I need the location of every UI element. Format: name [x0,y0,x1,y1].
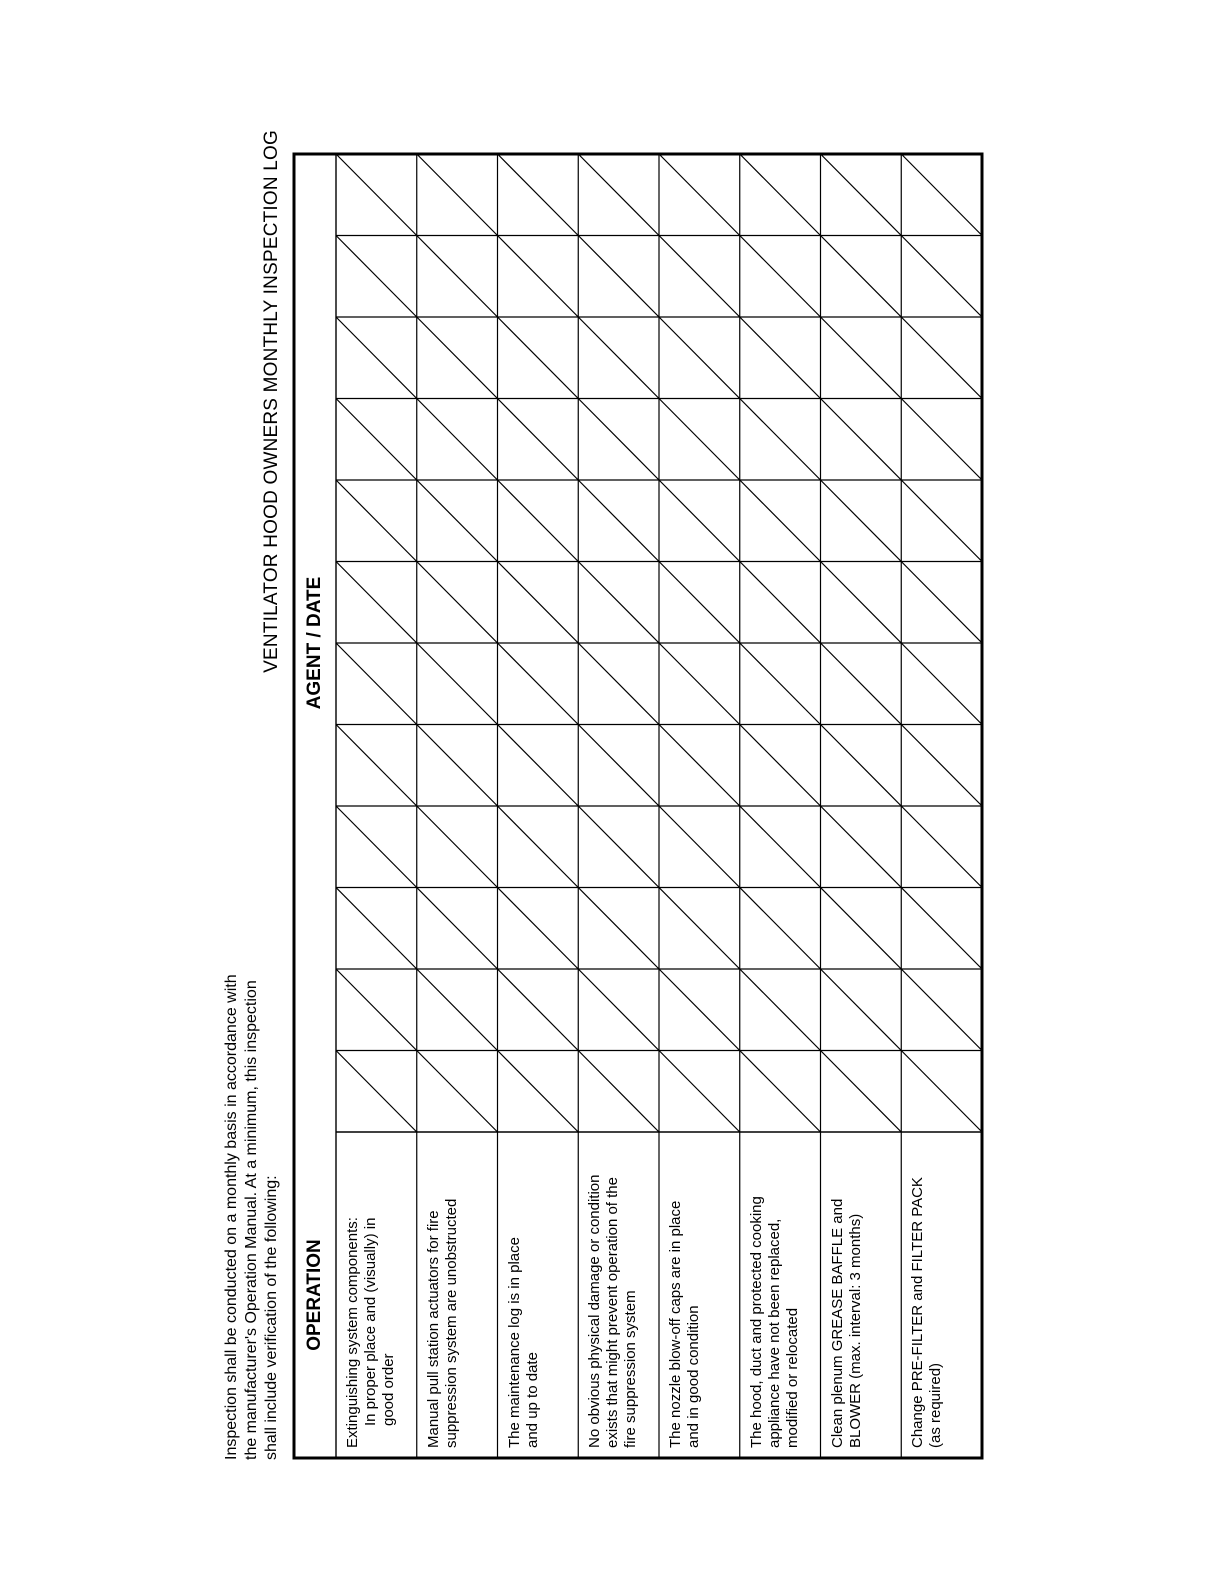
agent-date-cell-slash [498,725,579,807]
agent-date-cell-slash [821,969,902,1051]
agent-date-cell-slash [578,236,659,318]
operation-text-line: The hood, duct and protected cooking [747,1196,765,1448]
agent-date-cell-slash [659,806,740,888]
operation-text-line: and up to date [523,1352,541,1448]
agent-date-cell-slash [740,562,821,644]
agent-date-cell-slash [336,1051,417,1133]
operation-text-line: exists that might prevent operation of the [604,1177,622,1448]
agent-date-cell-slash [901,399,982,481]
operation-text-line: appliance have not been replaced, [765,1218,783,1448]
agent-date-cell-slash [659,480,740,562]
agent-date-cell-slash [659,725,740,807]
agent-date-cell-slash [498,480,579,562]
agent-date-cell-slash [659,643,740,725]
agent-date-cell-slash [498,643,579,725]
operation-text-line: Extinguishing system components: [344,1217,361,1448]
operation-row [417,1132,498,1458]
agent-date-cell-slash [821,562,902,644]
agent-date-cell-slash [498,562,579,644]
agent-date-cell-slash [659,236,740,318]
agent-date-cell-slash [821,806,902,888]
agent-date-cell-slash [821,317,902,399]
agent-date-cell-slash [740,888,821,970]
agent-date-cell-slash [498,969,579,1051]
agent-date-cell-slash [578,562,659,644]
operation-text-line: The nozzle blow-off caps are in place [667,1200,684,1448]
agent-date-cell-slash [336,725,417,807]
agent-date-cell-slash [336,236,417,318]
agent-date-cell-slash [821,236,902,318]
agent-date-cell-slash [821,643,902,725]
agent-date-cell-slash [336,562,417,644]
intro-line: shall include verification of the following: [263,1175,280,1460]
document-title: VENTILATOR HOOD OWNERS MONTHLY INSPECTION LOG [261,130,282,673]
agent-date-cell-slash [659,154,740,236]
agent-date-cell-slash [901,643,982,725]
agent-date-cell-slash [578,725,659,807]
operation-row [901,1132,982,1458]
agent-date-cell-slash [417,317,498,399]
agent-date-cell-slash [336,399,417,481]
operation-text-line: Change PRE-FILTER and FILTER PACK [909,1177,927,1448]
operation-text-line: Manual pull station actuators for fire [424,1210,442,1448]
agent-date-cell-slash [821,888,902,970]
agent-date-cell-slash [498,888,579,970]
agent-date-header: AGENT / DATE [304,576,325,710]
agent-date-cell-slash [578,1051,659,1133]
operation-text-line: No obvious physical damage or condition [586,1174,604,1448]
agent-date-cell-slash [417,562,498,644]
operation-text-line: and in good condition [685,1305,702,1448]
agent-date-cell-slash [821,154,902,236]
agent-date-cell-slash [578,643,659,725]
agent-date-cell-slash [740,399,821,481]
inspection-log-page [210,90,990,1490]
operation-row [740,1132,821,1458]
agent-date-cell-slash [578,969,659,1051]
operation-row [659,1132,740,1458]
agent-date-cell-slash [740,480,821,562]
agent-date-cell-slash [901,888,982,970]
agent-date-cell-slash [578,888,659,970]
agent-date-cell-slash [901,806,982,888]
agent-date-cell-slash [821,480,902,562]
operation-text-line: modified or relocated [783,1307,801,1448]
agent-date-cell-slash [336,643,417,725]
agent-date-cell-slash [659,1051,740,1133]
operation-text-line: BLOWER (max. interval: 3 months) [846,1213,864,1448]
agent-date-cell-slash [740,969,821,1051]
operation-row [498,1132,579,1458]
agent-date-cell-slash [336,969,417,1051]
agent-date-cell-slash [740,725,821,807]
operation-row [821,1132,902,1458]
agent-date-cell-slash [901,1051,982,1133]
operation-text-line: The maintenance log is in place [505,1237,523,1448]
intro-line: the manufacturer's Operation Manual. At a minimum, this inspection [243,980,260,1460]
agent-date-cell-slash [336,317,417,399]
agent-date-cell-slash [659,317,740,399]
agent-date-cell-slash [901,562,982,644]
agent-date-cell-slash [417,399,498,481]
agent-date-cell-slash [740,806,821,888]
agent-date-cell-slash [498,1051,579,1133]
agent-date-cell-slash [740,236,821,318]
agent-date-cell-slash [578,154,659,236]
agent-date-cell-slash [659,969,740,1051]
agent-date-cell-slash [740,1051,821,1133]
intro-line: Inspection shall be conducted on a monthly basis in accordance with [223,974,240,1460]
agent-date-cell-slash [417,643,498,725]
operation-text-line: good order [380,1353,397,1426]
agent-date-cell-slash [498,806,579,888]
operation-text-line: In proper place and (visually) in [362,1217,379,1426]
agent-date-cell-slash [498,236,579,318]
agent-date-cell-slash [901,725,982,807]
agent-date-cell-slash [659,399,740,481]
operation-text-line: Clean plenum GREASE BAFFLE and [828,1198,846,1448]
agent-date-cell-slash [417,806,498,888]
operation-text-line: (as required) [927,1362,945,1448]
agent-date-cell-slash [578,317,659,399]
operation-row [336,1132,417,1458]
agent-date-cell-slash [740,154,821,236]
agent-date-cell-slash [336,480,417,562]
agent-date-cell-slash [498,399,579,481]
operation-header: OPERATION [304,1239,325,1351]
agent-date-cell-slash [901,480,982,562]
agent-date-cell-slash [417,888,498,970]
agent-date-cell-slash [901,317,982,399]
operation-text-line: fire suppression system [622,1290,640,1448]
agent-date-cell-slash [901,969,982,1051]
agent-date-cell-slash [659,562,740,644]
agent-date-cell-slash [821,399,902,481]
agent-date-cell-slash [498,154,579,236]
agent-date-cell-slash [578,806,659,888]
agent-date-cell-slash [417,480,498,562]
agent-date-cell-slash [821,1051,902,1133]
agent-date-cell-slash [659,888,740,970]
agent-date-cell-slash [740,643,821,725]
agent-date-cell-slash [578,399,659,481]
agent-date-cell-slash [740,317,821,399]
agent-date-cell-slash [578,480,659,562]
operation-text-line: suppression system are unobstructed [442,1198,460,1448]
agent-date-cell-slash [901,154,982,236]
agent-date-cell-slash [417,236,498,318]
agent-date-cell-slash [336,888,417,970]
agent-date-cell-slash [417,725,498,807]
operation-row [578,1132,659,1458]
agent-date-cell-slash [498,317,579,399]
agent-date-cell-slash [901,236,982,318]
agent-date-cell-slash [336,806,417,888]
agent-date-cell-slash [336,154,417,236]
agent-date-cell-slash [417,154,498,236]
agent-date-cell-slash [417,1051,498,1133]
agent-date-cell-slash [821,725,902,807]
agent-date-cell-slash [417,969,498,1051]
